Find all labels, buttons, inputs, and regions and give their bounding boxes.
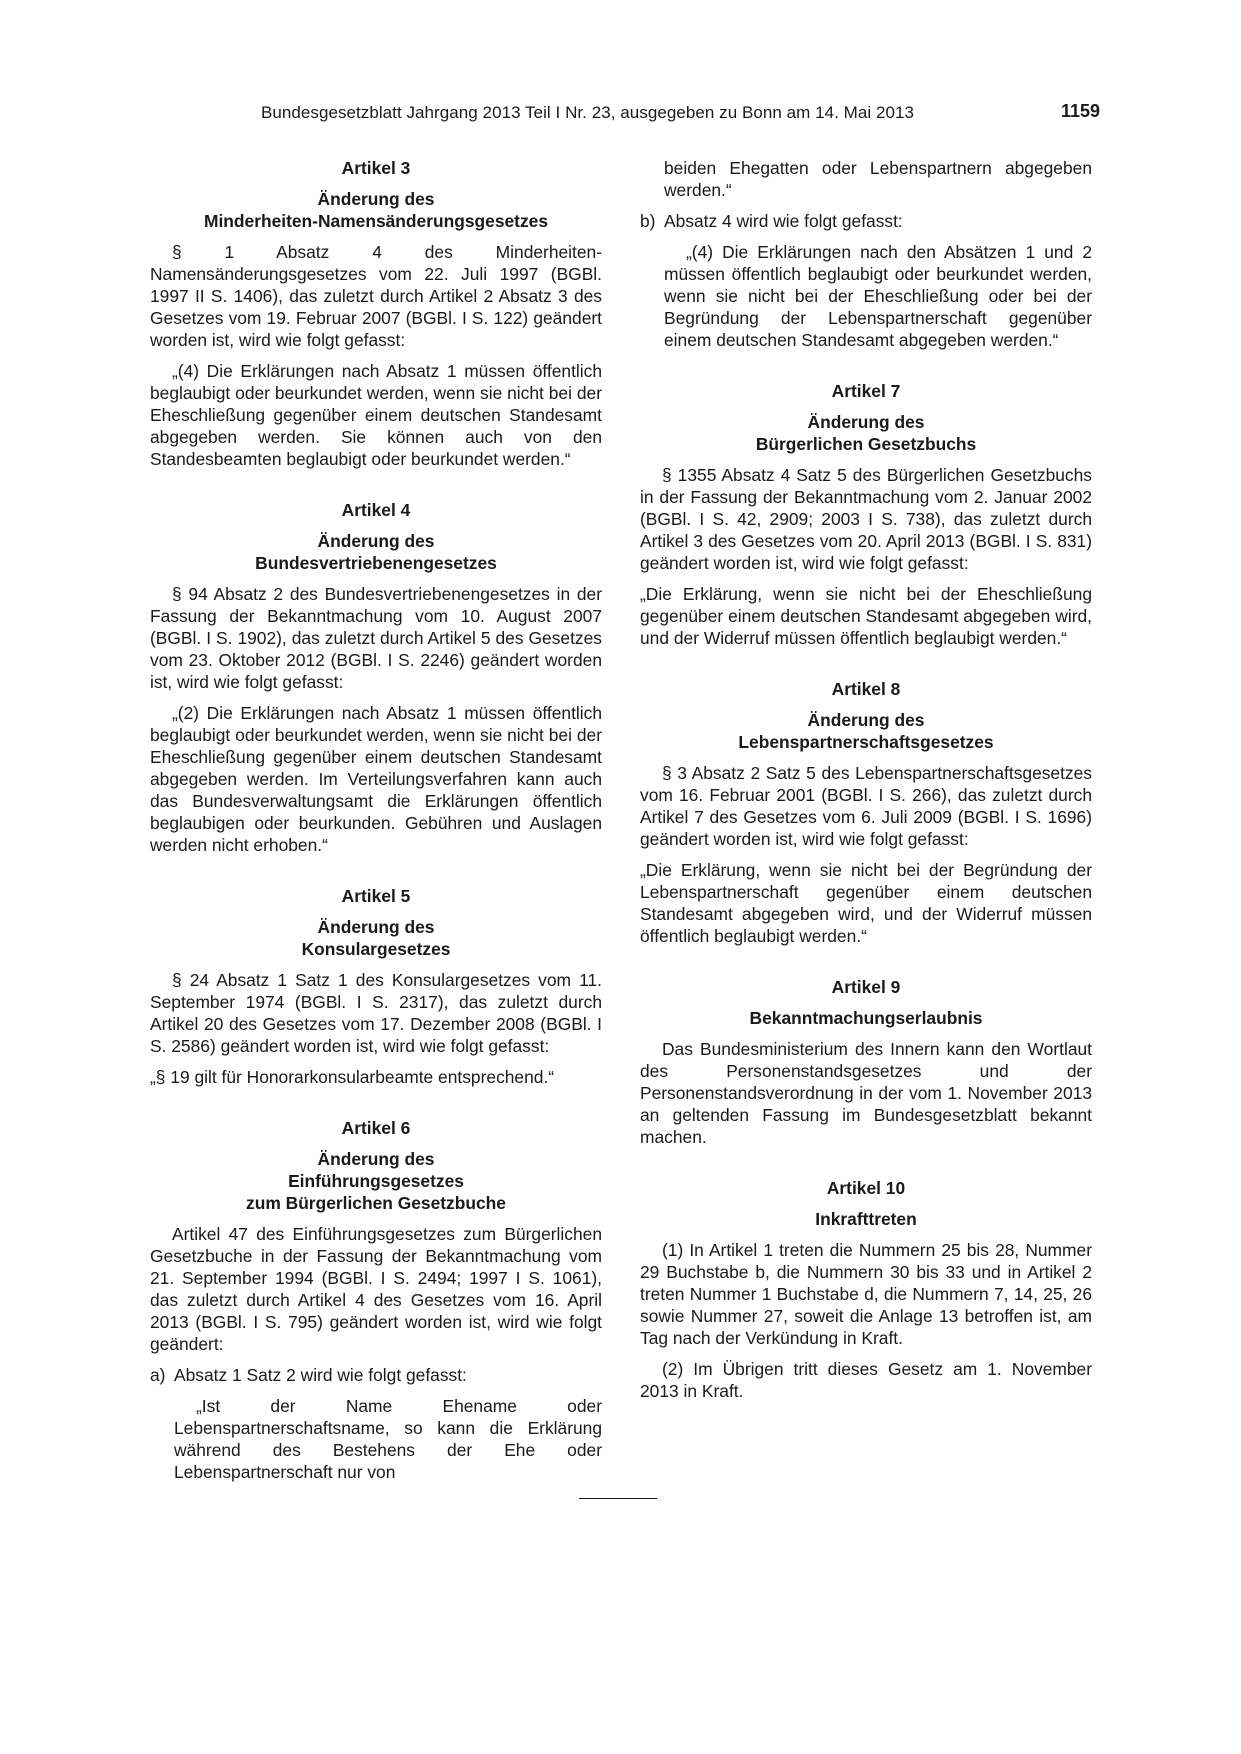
article-number: Artikel 9 [831,977,901,997]
end-rule [579,1498,657,1499]
list-item-a [150,1364,602,1386]
article-number: Artikel 7 [831,381,901,401]
article-number: Artikel 8 [831,679,901,699]
paragraph: § 94 Absatz 2 des Bundesvertriebenengesetzes in der Fassung der Bekanntmachung vom 10. August 2007 (BGBl. I S. 1902), das zuletzt durch Artikel 5 des Gesetzes vom 23. Oktober 2012 (BGBl. I S. 2246) geändert worden ist, wird wie folgt gefasst: [150,584,602,692]
article-title-line: Lebenspartnerschaftsgesetzes [738,732,994,752]
article-title-line: Minderheiten-Namensänderungsgesetzes [203,211,549,231]
article-title-line: Änderung des [317,531,435,551]
article-4 [150,499,602,856]
item-text: Absatz 4 wird wie folgt gefasst: [664,211,903,231]
article-number: Artikel 5 [341,886,411,906]
paragraph: § 24 Absatz 1 Satz 1 des Konsulargesetzes vom 11. September 1974 (BGBl. I S. 2317), das zuletzt durch Artikel 20 des Gesetzes vom 17. Dezember 2008 (BGBl. I S. 2586) geändert worden ist, wird wie folgt gefasst: [150,970,602,1056]
left-column [150,157,602,1492]
article-3 [150,157,602,470]
article-title-line: Änderung des [807,412,925,432]
header-text: Bundesgesetzblatt Jahrgang 2013 Teil I Nr. 23, ausgegeben zu Bonn am 14. Mai 2013 [261,103,915,122]
article-title-line: Änderung des [317,189,435,209]
paragraph: § 3 Absatz 2 Satz 5 des Lebenspartnerschaftsgesetzes vom 16. Februar 2001 (BGBl. I S. 266), das zuletzt durch Artikel 7 des Gesetzes vom 6. Juli 2009 (BGBl. I S. 1696) geändert worden ist, wird wie folgt gefasst: [640,763,1092,849]
indented-quote-continued: beiden Ehegatten oder Lebenspartnern abgegeben werden.“ [664,158,1092,200]
article-title-line: Änderung des [807,710,925,730]
quoted-paragraph: „(2) Die Erklärungen nach Absatz 1 müssen öffentlich beglaubigt oder beurkundet werden, wenn sie nicht bei der Eheschließung gegenüber einem deutschen Standesamt abgegeben werden. Im Verteilungsverfahren kann auch das Bundesverwaltungsamt die Erklärungen öffentlich beglaubigen oder beurkunden. Gebühren und Auslagen werden nicht erhoben.“ [150,703,602,855]
article-number: Artikel 4 [341,500,411,520]
right-column [640,157,1092,1411]
page-number: 1159 [1060,101,1100,121]
article-title-line: Bürgerlichen Gesetzbuchs [755,434,977,454]
indented-quote: „(4) Die Erklärungen nach den Absätzen 1 und 2 müssen öffentlich beglaubigt oder beurkundet werden, wenn sie nicht bei der Eheschließung oder bei der Begründung der Lebenspartnerschaft gegenüber einem deutschen Standesamt abgegeben werden.“ [664,242,1092,350]
article-8 [640,678,1092,947]
article-9 [640,976,1092,1148]
article-6 [150,1117,602,1483]
article-title-line: Einführungsgesetzes [288,1171,464,1191]
item-label: a) [150,1365,166,1385]
list-item-b [640,210,1092,232]
paragraph: § 1 Absatz 4 des Minderheiten-Namensänderungsgesetzes vom 22. Juli 1997 (BGBl. 1997 II S. 1406), das zuletzt durch Artikel 2 Absatz 3 des Gesetzes vom 19. Februar 2007 (BGBl. I S. 122) geändert worden ist, wird wie folgt gefasst: [150,242,602,350]
article-5 [150,885,602,1088]
paragraph: § 1355 Absatz 4 Satz 5 des Bürgerlichen Gesetzbuchs in der Fassung der Bekanntmachung vom 2. Januar 2002 (BGBl. I S. 42, 2909; 2003 I S. 738), das zuletzt durch Artikel 3 des Gesetzes vom 20. April 2013 (BGBl. I S. 831) geändert worden ist, wird wie folgt gefasst: [640,465,1092,573]
article-number: Artikel 10 [826,1178,906,1198]
paragraph: Artikel 47 des Einführungsgesetzes zum Bürgerlichen Gesetzbuche in der Fassung der Bekanntmachung vom 21. September 1994 (BGBl. I S. 2494; 1997 I S. 1061), das zuletzt durch Artikel 4 des Gesetzes vom 16. April 2013 (BGBl. I S. 795) geändert worden ist, wird wie folgt geändert: [150,1224,602,1354]
article-title-line: Konsulargesetzes [301,939,451,959]
quoted-paragraph: „Die Erklärung, wenn sie nicht bei der Begründung der Lebenspartnerschaft gegenüber einem deutschen Standesamt abgegeben wird, und der Widerruf müssen öffentlich beglaubigt werden.“ [640,860,1092,946]
article-title-line: zum Bürgerlichen Gesetzbuche [246,1193,506,1213]
paragraph: (2) Im Übrigen tritt dieses Gesetz am 1. November 2013 in Kraft. [640,1359,1092,1401]
indented-quote: „Ist der Name Ehename oder Lebenspartnerschaftsname, so kann die Erklärung während des Bestehens der Ehe oder Lebenspartnerschaft nur von [174,1396,602,1482]
item-text: Absatz 1 Satz 2 wird wie folgt gefasst: [174,1365,467,1385]
article-number: Artikel 6 [341,1118,411,1138]
quoted-paragraph: „§ 19 gilt für Honorarkonsularbeamte entsprechend.“ [150,1067,555,1087]
paragraph: Das Bundesministerium des Innern kann den Wortlaut des Personenstandsgesetzes und der Personenstandsverordnung in der vom 1. November 2013 an geltenden Fassung im Bundesgesetzblatt bekannt machen. [640,1039,1092,1147]
page-header [150,103,1100,129]
quoted-paragraph: „(4) Die Erklärungen nach Absatz 1 müssen öffentlich beglaubigt oder beurkundet werden, wenn sie nicht bei der Eheschließung gegenüber einem deutschen Standesamt abgegeben werden. Sie können auch von den Standesbeamten beglaubigt oder beurkundet werden.“ [150,361,602,469]
item-label: b) [640,211,656,231]
quoted-paragraph: „Die Erklärung, wenn sie nicht bei der Eheschließung gegenüber einem deutschen Standesamt abgegeben wird, und der Widerruf müssen öffentlich beglaubigt werden.“ [640,584,1092,648]
article-title-line: Änderung des [317,1149,435,1169]
paragraph: (1) In Artikel 1 treten die Nummern 25 bis 28, Nummer 29 Buchstabe b, die Nummern 30 bis 33 und in Artikel 2 treten Nummer 1 Buchstabe d, die Nummern 7, 14, 25, 26 sowie Nummer 27, soweit die Anlage 13 betroffen ist, am Tag nach der Verkündung in Kraft. [640,1240,1092,1348]
article-10 [640,1177,1092,1402]
article-title-line: Bekanntmachungserlaubnis [749,1008,983,1028]
article-title-line: Änderung des [317,917,435,937]
article-7 [640,380,1092,649]
article-title-line: Inkrafttreten [815,1209,917,1229]
article-title-line: Bundesvertriebenengesetzes [255,553,497,573]
article-number: Artikel 3 [341,158,411,178]
